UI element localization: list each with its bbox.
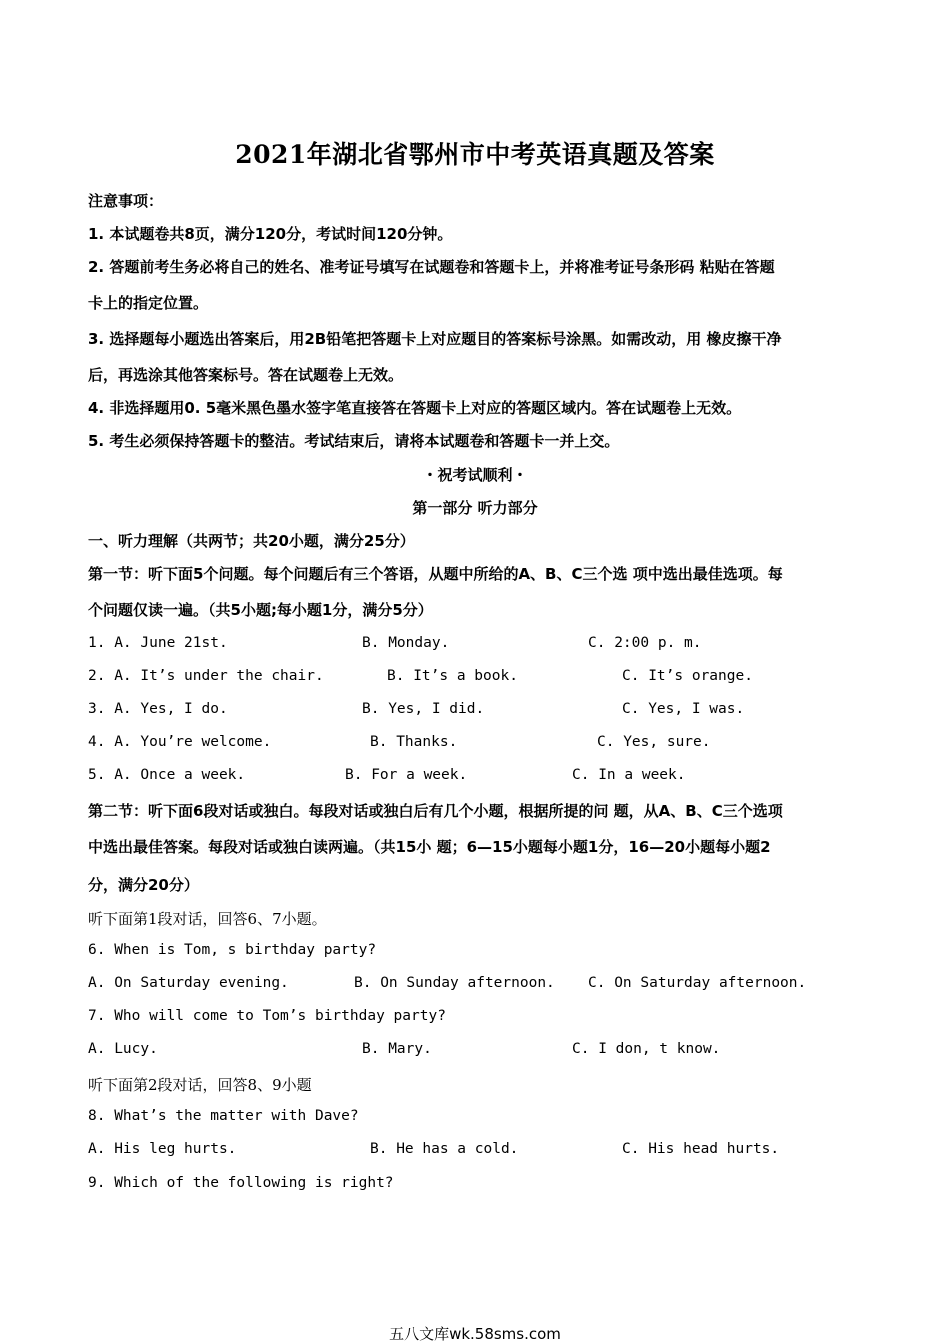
sec2-instruction: 分，满分20分） bbox=[88, 876, 199, 894]
option-a: A. Lucy. bbox=[88, 1041, 158, 1057]
option-b: B. He has a cold. bbox=[370, 1141, 519, 1157]
question-9: 9. Which of the following is right? bbox=[88, 1175, 394, 1191]
option-a: 3. A. Yes, I do. bbox=[88, 701, 228, 717]
option-a: A. On Saturday evening. bbox=[88, 975, 289, 991]
option-c: C. Yes, I was. bbox=[622, 701, 745, 717]
option-b: B. Yes, I did. bbox=[362, 701, 485, 717]
option-a: 2. A. It’s under the chair. bbox=[88, 668, 324, 684]
option-c: C. In a week. bbox=[572, 767, 686, 783]
notice-item: 5. 考生必须保持答题卡的整洁。考试结束后，请将本试题卷和答题卡一并上交。 bbox=[88, 432, 620, 450]
footer-watermark: 五八文库wk.58sms.com bbox=[389, 1325, 561, 1343]
option-b: B. It’s a book. bbox=[387, 668, 518, 684]
option-b: B. For a week. bbox=[345, 767, 468, 783]
part-title: 第一部分 听力部分 bbox=[412, 499, 538, 517]
notice-item: 卡上的指定位置。 bbox=[88, 294, 209, 312]
option-b: B. Mary. bbox=[362, 1041, 432, 1057]
page-title: 2021年湖北省鄂州市中考英语真题及答案 bbox=[235, 140, 715, 169]
question-7: 7. Who will come to Tom’s birthday party? bbox=[88, 1008, 446, 1024]
option-a: 1. A. June 21st. bbox=[88, 635, 228, 651]
option-c: C. I don, t know. bbox=[572, 1041, 721, 1057]
notice-item: 3. 选择题每小题选出答案后，用2B铅笔把答题卡上对应题目的答案标号涂黑。如需改动，用 橡皮擦干净 bbox=[88, 330, 782, 348]
sec2-instruction: 第二节：听下面6段对话或独白。每段对话或独白后有几个小题，根据所提的问 题，从A、B、C三个选项 bbox=[88, 802, 783, 820]
option-a: 4. A. You’re welcome. bbox=[88, 734, 272, 750]
option-a: 5. A. Once a week. bbox=[88, 767, 246, 783]
option-c: C. Yes, sure. bbox=[597, 734, 711, 750]
notice-item: 4. 非选择题用0. 5毫米黑色墨水签字笔直接答在答题卡上对应的答题区域内。答在试题卷上无效。 bbox=[88, 399, 742, 417]
option-b: B. Monday. bbox=[362, 635, 450, 651]
question-8: 8. What’s the matter with Dave? bbox=[88, 1108, 359, 1124]
option-c: C. It’s orange. bbox=[622, 668, 753, 684]
option-b: B. On Sunday afternoon. bbox=[354, 975, 555, 991]
option-b: B. Thanks. bbox=[370, 734, 458, 750]
option-c: C. 2:00 p. m. bbox=[588, 635, 702, 651]
notice-item: 1. 本试题卷共8页，满分120分，考试时间120分钟。 bbox=[88, 225, 453, 243]
notice-item: 后，再选涂其他答案标号。答在试题卷上无效。 bbox=[88, 366, 404, 384]
wish-line: ・祝考试顺利・ bbox=[422, 466, 528, 484]
notice-item: 2. 答题前考生务必将自己的姓名、准考证号填写在试题卷和答题卡上，并将准考证号条形码 粘贴在答题 bbox=[88, 258, 775, 276]
question-6: 6. When is Tom, s birthday party? bbox=[88, 942, 377, 958]
dialog-prompt: 听下面第2段对话，回答8、9小题 bbox=[88, 1076, 312, 1094]
sec2-instruction: 中选出最佳答案。每段对话或独白读两遍。（共15小 题；6—15小题每小题1分，16—20小题每小题2 bbox=[88, 838, 771, 856]
notice-heading: 注意事项： bbox=[88, 192, 164, 210]
section-heading: 一、听力理解（共两节；共20小题，满分25分） bbox=[88, 532, 415, 550]
dialog-prompt: 听下面第1段对话，回答6、7小题。 bbox=[88, 910, 327, 928]
option-a: A. His leg hurts. bbox=[88, 1141, 237, 1157]
option-c: C. On Saturday afternoon. bbox=[588, 975, 807, 991]
option-c: C. His head hurts. bbox=[622, 1141, 780, 1157]
sec1-instruction: 个问题仅读一遍。（共5小题;每小题1分，满分5分） bbox=[88, 601, 433, 619]
sec1-instruction: 第一节：听下面5个问题。每个问题后有三个答语，从题中所给的A、B、C三个选 项中选出最佳选项。每 bbox=[88, 565, 783, 583]
